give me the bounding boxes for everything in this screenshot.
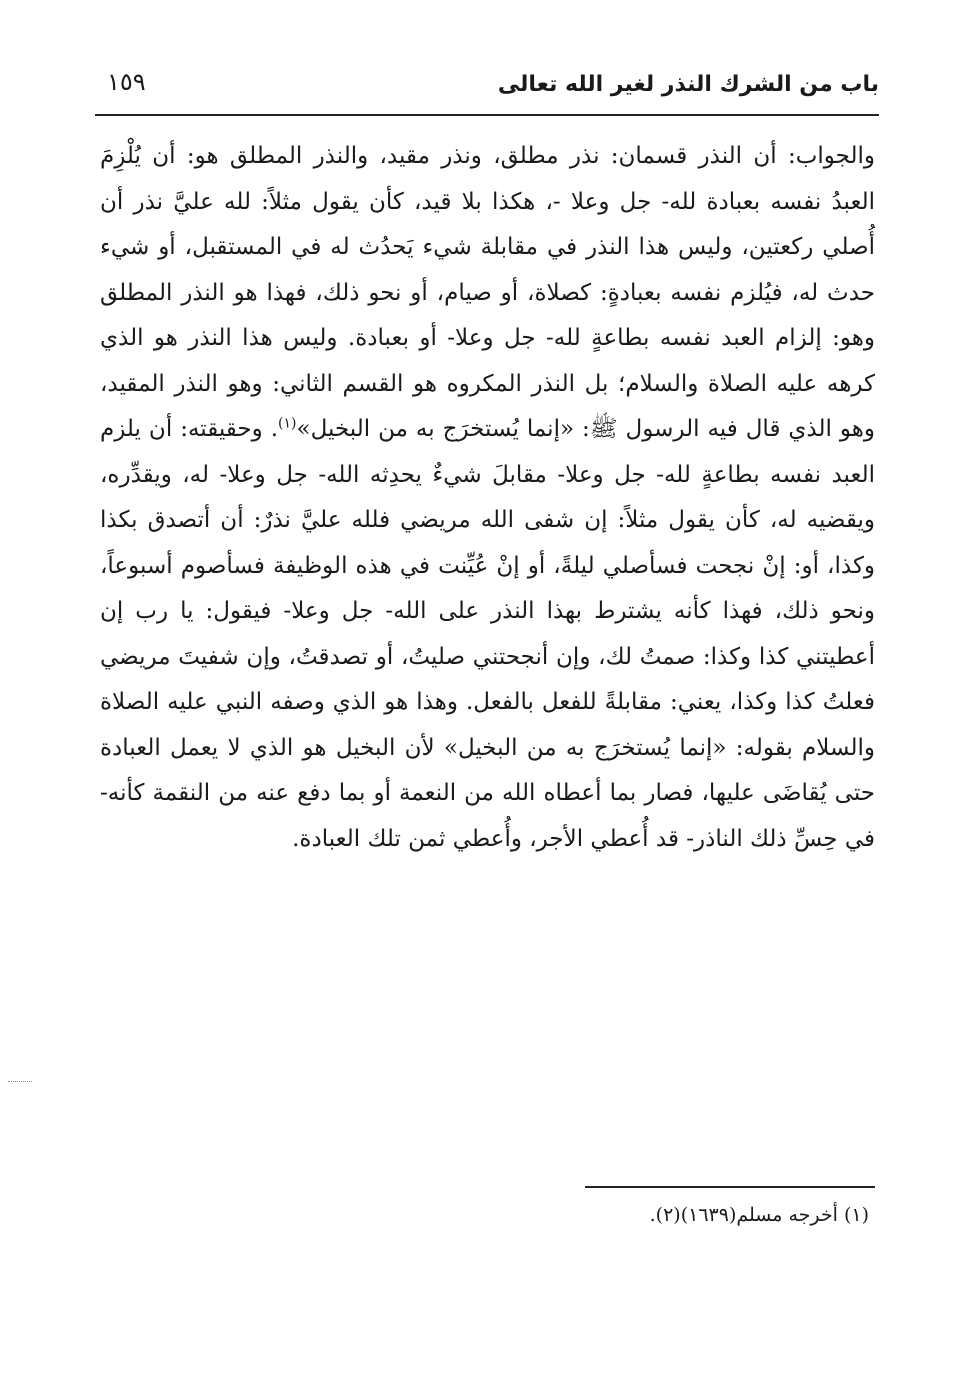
header-rule	[95, 114, 879, 116]
main-text	[100, 134, 875, 862]
footnote-reference[interactable]: (١)	[278, 415, 297, 432]
page-number: ١٥٩	[107, 68, 146, 96]
footnote-separator	[585, 1186, 875, 1188]
paragraph-text-continued: . وحقيقته: أن يلزم العبد نفسه بطاعةٍ لله- جل وعلا- مقابلَ شيءٌ يحدِثه الله- جل وعلا- له، ويقدِّره، ويقضيه له، كأن يقول مثلاً: إن شفى الله مريضي فلله عليَّ نذرٌ: أن أتصدق بكذا وكذا، أو: إنْ نجحت فسأصلي ليلةً، أو إنْ عُيِّنت في هذه الوظيفة فسأصوم أسبوعاً، ونحو ذلك، فهذا كأنه يشترط بهذا النذر على الله- جل وعلا- فيقول: يا رب إن أعطيتني كذا وكذا: صمتُ لك، وإن أنجحتني صليتُ، أو تصدقتُ، وإن شفيتَ مريضي فعلتُ كذا وكذا، يعني: مقابلةً للفعل بالفعل. وهذا هو الذي وصفه النبي عليه الصلاة والسلام بقوله: «إنما يُستخرَج به من البخيل» لأن البخيل هو الذي لا يعمل العبادة حتى يُقاضَى عليها، فصار بما أعطاه الله من النعمة أو بما دفع عنه من النقمة كأنه- في حِسِّ ذلك الناذر- قد أُعطي الأجر، وأُعطي ثمن تلك العبادة.	[100, 416, 875, 852]
paragraph	[100, 134, 875, 862]
paragraph-text: والجواب: أن النذر قسمان: نذر مطلق، ونذر مقيد، والنذر المطلق هو: أن يُلْزِمَ العبدُ نفسه بعبادة لله- جل وعلا -، هكذا بلا قيد، كأن يقول مثلاً: لله عليَّ نذر أن أُصلي ركعتين، وليس هذا النذر في مقابلة شيء يَحدُث له في المستقبل، أو شيء حدث له، فيُلزم نفسه بعبادةٍ: كصلاة، أو صيام، أو نحو ذلك، فهذا هو النذر المطلق وهو: إلزام العبد نفسه بطاعةٍ لله- جل وعلا- أو بعبادة. وليس هذا النذر هو الذي كرهه عليه الصلاة والسلام؛ بل النذر المكروه هو القسم الثاني: وهو النذر المقيد، وهو الذي قال فيه الرسول ﷺ: «إنما يُستخرَج به من البخيل»	[100, 143, 875, 442]
footnote: (١) أخرجه مسلم(١٦٣٩)(٢).	[649, 1204, 869, 1226]
chapter-title: باب من الشرك النذر لغير الله تعالى	[497, 72, 879, 97]
running-header	[95, 62, 879, 116]
margin-mark	[8, 1081, 32, 1082]
